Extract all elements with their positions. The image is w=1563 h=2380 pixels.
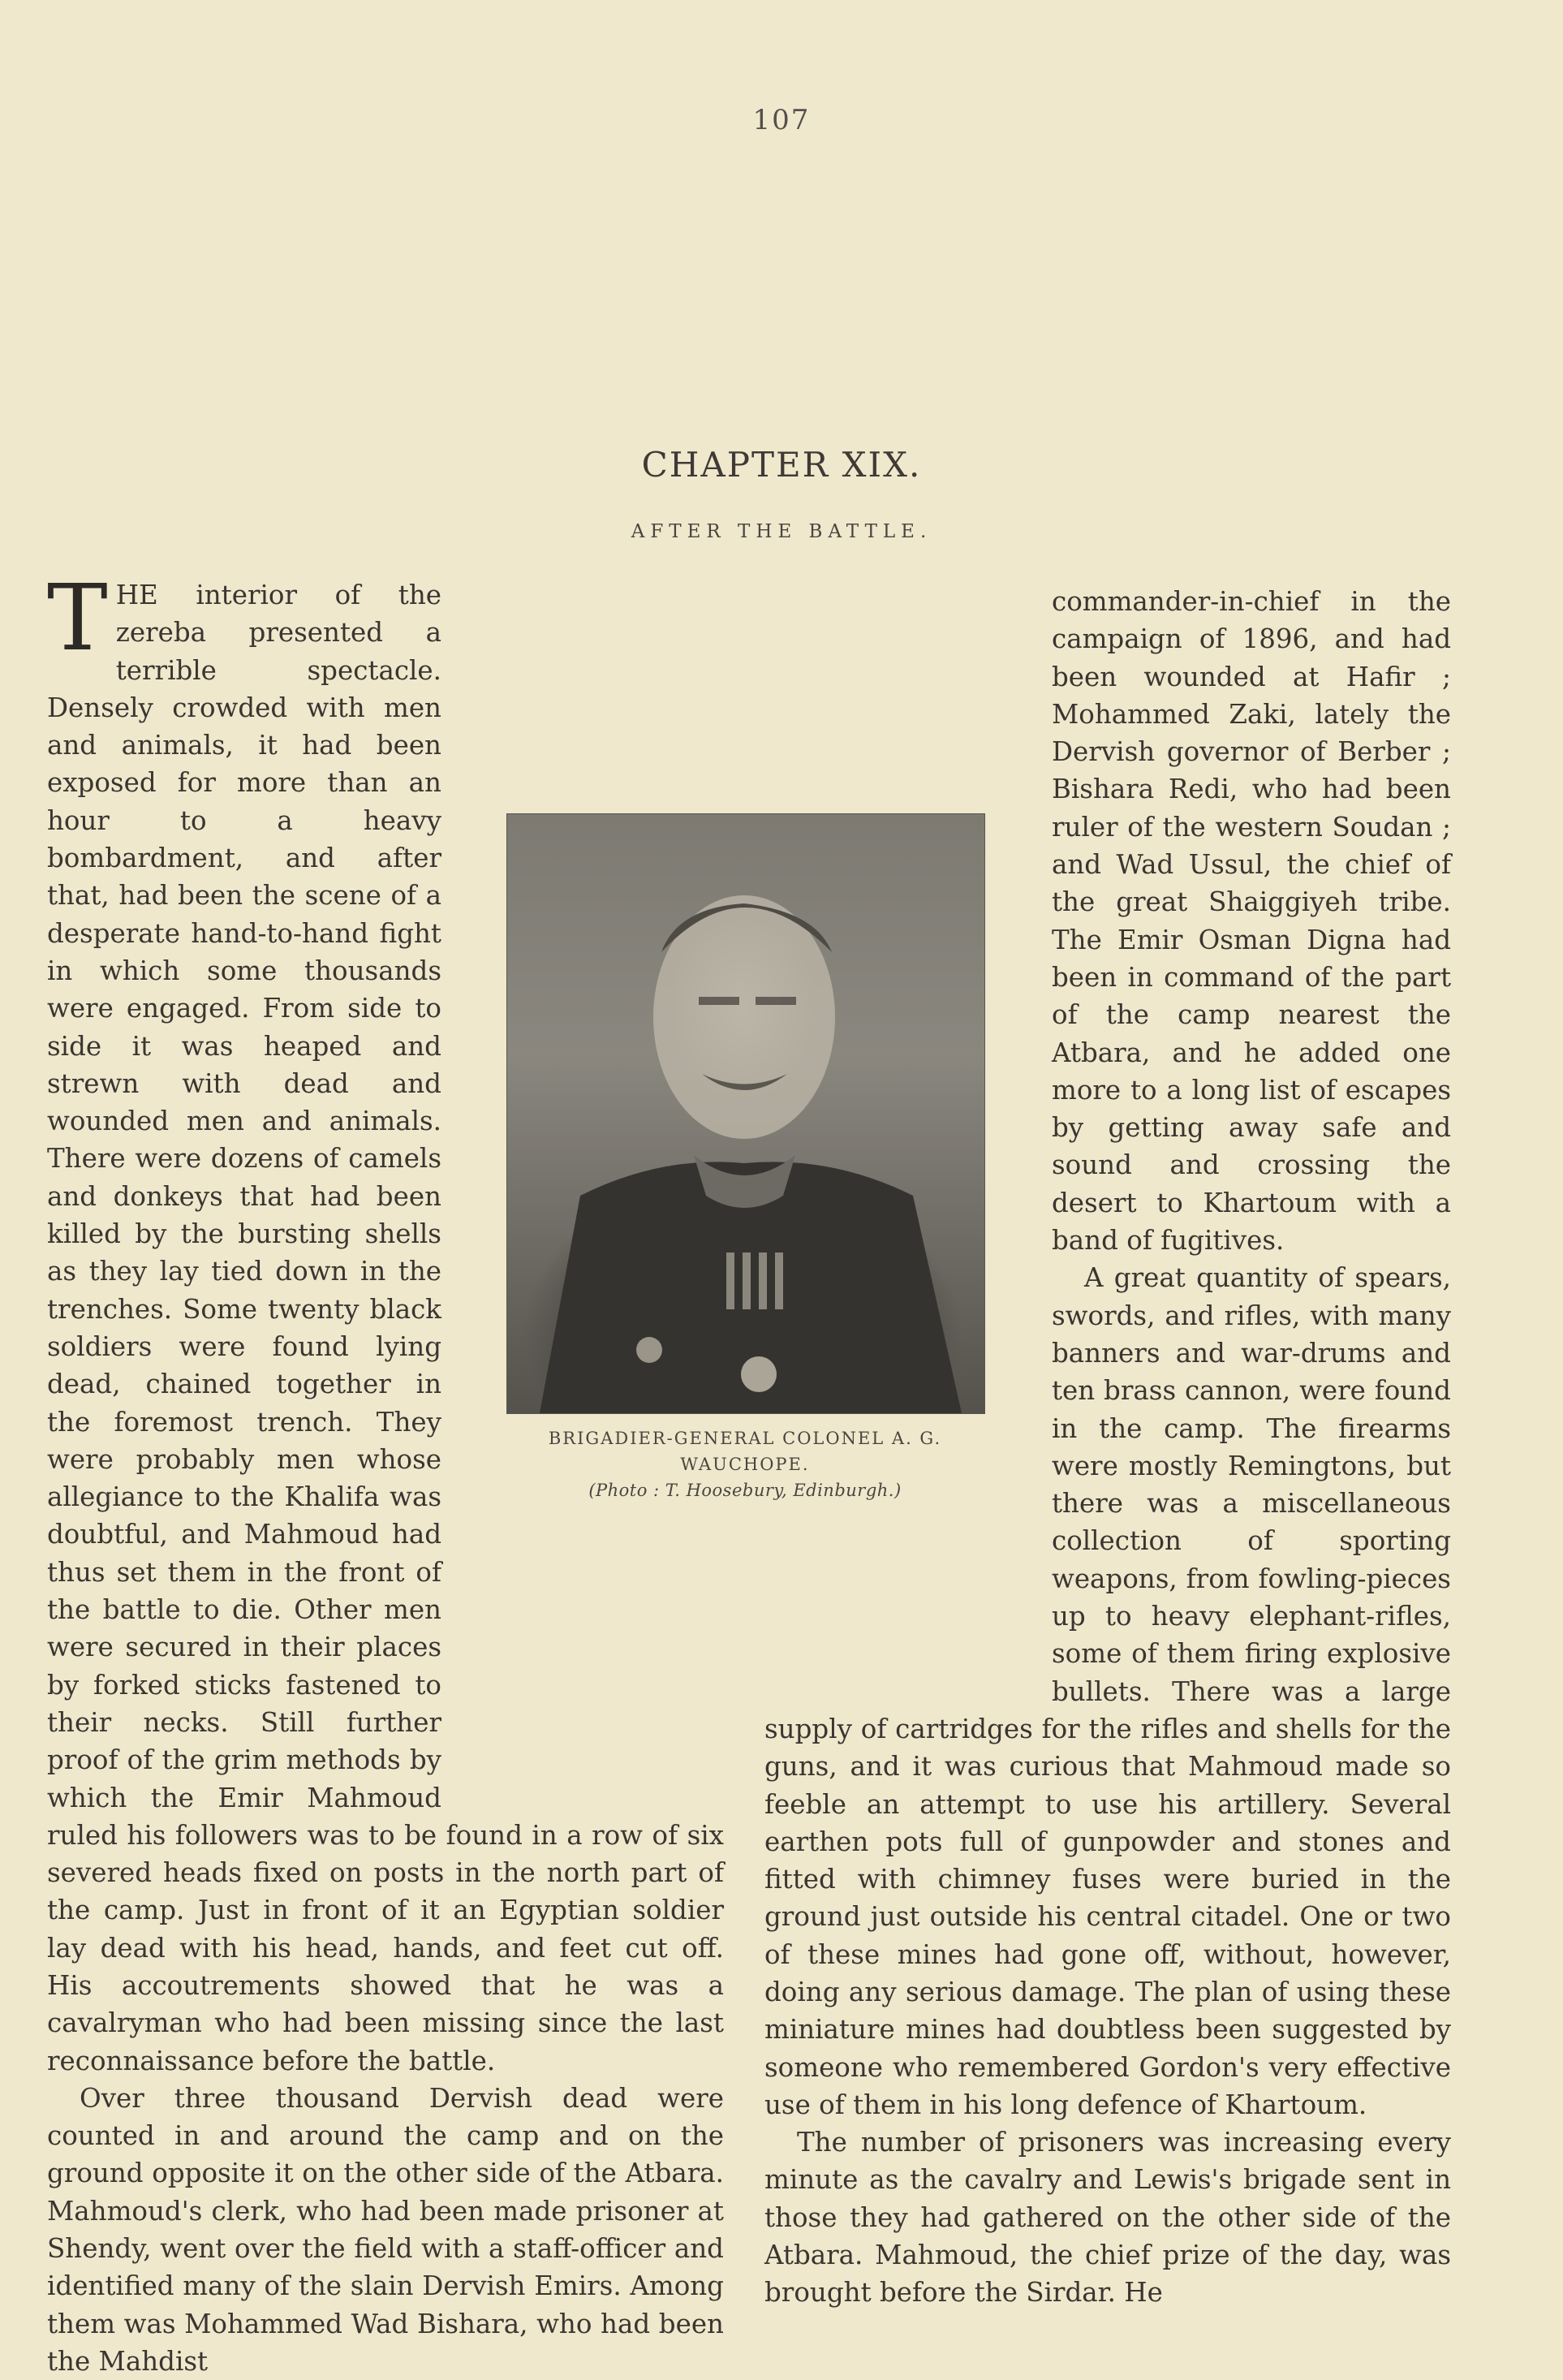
photo-credit: (Photo : T. Hoosebury, Edinburgh.): [588, 1481, 902, 1500]
right-paragraph-1: commander-in-chief in the campaign of 1896, and had been wounded at Hafir ; Mohammed Zaki, lately the Dervish governor of Berber ; Bishara Redi, who had been ruler of the western Soudan ; and Wad Ussul, the chief of the great Shaiggiyeh tribe. The Emir Osman Digna had been in command of the part of the camp nearest the Atbara, and he added one more to a long list of escapes by getting away safe and sound and crossing the desert to Khartoum with a band of fugitives.: [1052, 586, 1451, 1257]
portrait-illustration: [507, 814, 984, 1413]
left-paragraph-2: Over three thousand Dervish dead were counted in and around the camp and on the ground opposite it on the other side of the Atbara. Mahmoud's clerk, who had been made prisoner at Shendy, went over the field with a staff-officer and identified many of the slain Dervish Emirs. Among them was Mohammed Wad Bishara, who had been the Mahdist: [47, 2082, 724, 2377]
portrait-photo: [506, 813, 985, 1414]
caption-line-1: BRIGADIER-GENERAL COLONEL A. G.: [548, 1429, 942, 1448]
portrait-figure: [506, 813, 984, 1503]
chapter-subtitle: AFTER THE BATTLE.: [631, 521, 932, 542]
page-number: 107: [752, 104, 811, 136]
figure-caption: [506, 1425, 984, 1503]
right-paragraph-3: The number of prisoners was increasing every minute as the cavalry and Lewis's brigade sent in those they had gathered on the other side of the Atbara. Mahmoud, the chief prize of the day, was brought before the Sirdar. He: [764, 2127, 1451, 2309]
left-paragraph-1-text: HE interior of the zereba presented a terrible spectacle. Densely crowded with men and animals, it had been exposed for more than an hour to a heavy bombardment, and after that, had been the scene of a desperate hand-to-hand fight in which some thousands were engaged. From side to side it was heaped and strewn with dead and wounded men and animals. There were dozens of camels and donkeys that had been killed by the bursting shells as they lay tied down in the trenches. Some twenty black soldiers were found lying dead, chained together in the foremost trench. They were probably men whose allegiance to the Khalifa was doubtful, and Mahmoud had thus set them in the front of the battle to die. Other men were secured in their places by forked sticks fastened to their necks. Still further proof of the grim methods by which the Emir Mahmoud ruled his followers was to be found in a row of six severed heads fixed on posts in the north part of the camp. Just in front of it an Egyptian soldier lay dead with his head, hands, and feet cut off. His accoutrements showed that he was a cavalryman who had been missing since the last reconnaissance before the battle.: [47, 580, 724, 2076]
caption-line-2: WAUCHOPE.: [680, 1455, 810, 1474]
drop-cap: T: [47, 566, 108, 671]
right-paragraph-2: A great quantity of spears, swords, and rifles, with many banners and war-drums and ten brass cannon, were found in the camp. The firearms were mostly Remingtons, but there was a miscellaneous collection of sporting weapons, from fowling-pieces up to heavy elephant-rifles, some of them firing explosive bullets. There was a large supply of cartridges for the rifles and shells for the guns, and it was curious that Mahmoud made so feeble an attempt to use his artillery. Several earthen pots full of gunpowder and stones and fitted with chimney fuses were buried in the ground just outside his central citadel. One or two of these mines had gone off, without, however, doing any serious damage. The plan of using these miniature mines had doubtless been suggested by someone who remembered Gordon's very effective use of them in his long defence of Khartoum.: [764, 1262, 1451, 2120]
chapter-title: CHAPTER XIX.: [641, 445, 922, 485]
